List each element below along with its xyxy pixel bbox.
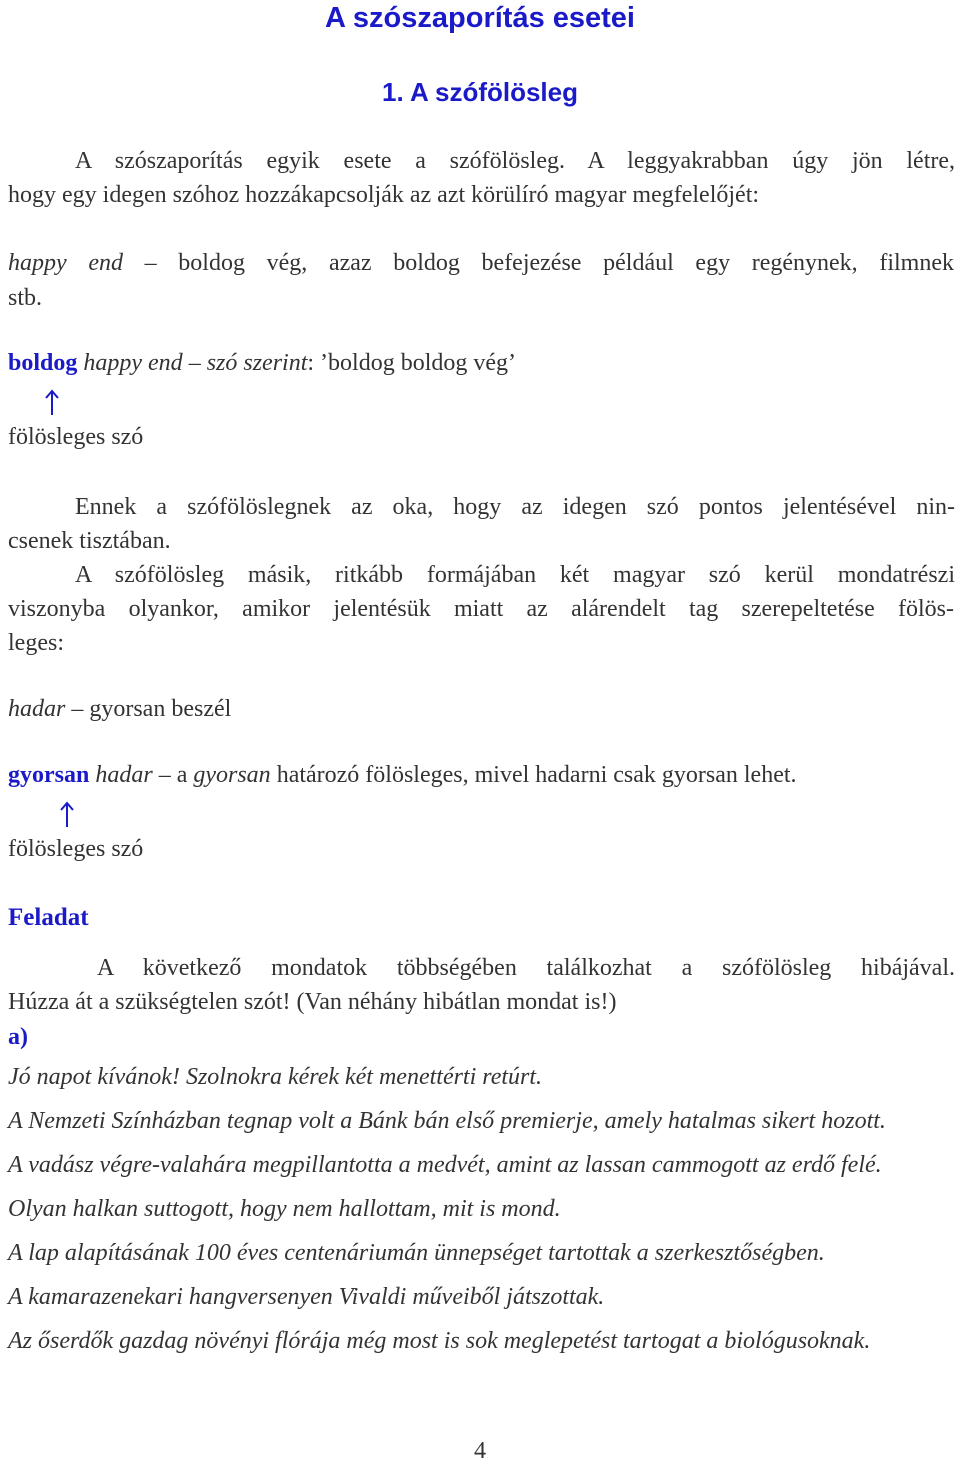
task-sentence: A vadász végre-valahára megpillantotta a medvét, amint az lassan cammogott az erdő felé.	[8, 1152, 882, 1178]
example-2-dash: –	[65, 696, 90, 722]
example-1-analysis	[8, 350, 516, 377]
analysis-2-word: gyorsan	[193, 762, 271, 788]
redundant-word-2: gyorsan	[8, 762, 90, 788]
example-1-definition: boldog vég, azaz boldog befejezése például egy regénynek, filmnek	[178, 250, 954, 276]
section-heading: 1. A szófölösleg	[382, 77, 578, 107]
analysis-1-phrase: happy end	[83, 350, 183, 376]
redundant-word-1: boldog	[8, 350, 78, 376]
intro-line-1: A szószaporítás egyik esete a szófölösleg. A leggyakrabban úgy jön létre,	[75, 148, 955, 174]
para-2-line-2: csenek tisztában.	[8, 528, 171, 554]
analysis-2-phrase: hadar	[95, 762, 153, 788]
para-3-line-3: leges:	[8, 630, 64, 656]
task-sentence: A kamarazenekari hangversenyen Vivaldi műveiből játszottak.	[8, 1284, 605, 1310]
task-part-label: a)	[8, 1024, 28, 1050]
task-line-2: Húzza át a szükségtelen szót! (Van néhány hibátlan mondat is!)	[8, 989, 617, 1015]
para-3-line-1: A szófölösleg másik, ritkább formájában két magyar szó kerül mondatrészi	[75, 562, 955, 588]
analysis-1-dash: –	[182, 350, 207, 376]
example-1-dash: –	[122, 250, 179, 276]
task-sentence: Olyan halkan suttogott, hogy nem hallottam, mit is mond.	[8, 1196, 561, 1222]
task-heading: Feladat	[8, 904, 89, 931]
example-2-term: hadar	[8, 696, 66, 722]
task-sentence: A lap alapításának 100 éves centenáriumán ünnepséget tartottak a szerkesztőségben.	[8, 1240, 825, 1266]
para-2-line-1: Ennek a szófölöslegnek az oka, hogy az idegen szó pontos jelentésével nin-	[75, 494, 955, 520]
example-1-line-2: stb.	[8, 285, 43, 311]
example-2-line	[8, 696, 231, 723]
arrow-caption-2: fölösleges szó	[8, 836, 144, 862]
document-title: A szószaporítás esetei	[325, 2, 635, 34]
page-number: 4	[474, 1438, 486, 1464]
para-3-line-2: viszonyba olyankor, amikor jelentésük miatt az alárendelt tag szerepeltetése fölös-	[8, 596, 954, 622]
arrow-caption-1: fölösleges szó	[8, 424, 144, 450]
task-sentence: A Nemzeti Színházban tegnap volt a Bánk bán első premierje, amely hatalmas sikert hozott.	[8, 1108, 886, 1134]
task-sentence: Jó napot kívánok! Szolnokra kérek két menettérti retúrt.	[8, 1064, 543, 1090]
analysis-1-label: szó szerint	[206, 350, 308, 376]
up-arrow-icon	[57, 800, 77, 828]
analysis-2-dash: – a	[152, 762, 194, 788]
analysis-2-rest: határozó fölösleges, mivel hadarni csak gyorsan lehet.	[270, 762, 797, 788]
analysis-1-literal: : ’boldog boldog vég’	[307, 350, 517, 376]
task-line-1: A következő mondatok többségében találkozhat a szófölösleg hibájával.	[97, 955, 955, 981]
example-1-line-1	[8, 250, 954, 277]
example-1-term: happy end	[8, 250, 123, 276]
example-2-analysis	[8, 762, 797, 789]
example-2-definition: gyorsan beszél	[89, 696, 232, 722]
intro-line-2: hogy egy idegen szóhoz hozzákapcsolják az azt körülíró magyar megfelelőjét:	[8, 182, 760, 208]
task-sentence: Az őserdők gazdag növényi flórája még most is sok meglepetést tartogat a biológusoknak.	[8, 1328, 871, 1354]
up-arrow-icon	[42, 388, 62, 416]
